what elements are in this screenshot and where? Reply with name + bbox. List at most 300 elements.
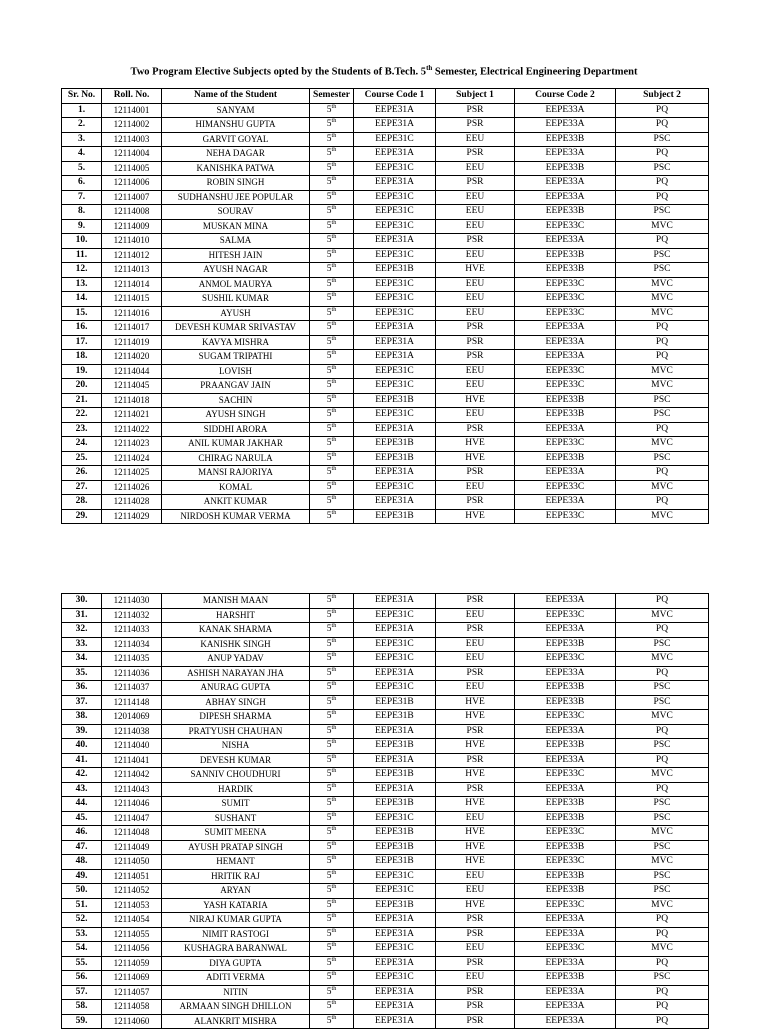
roll-no-cell: 12114002 <box>102 118 162 133</box>
student-name-cell: KANISHK SINGH <box>162 637 310 652</box>
course-code-1-cell: EEPE31A <box>354 724 436 739</box>
course-code-2-cell: EEPE33C <box>515 379 616 394</box>
table-row <box>62 811 709 826</box>
student-name-cell: ABHAY SINGH <box>162 695 310 710</box>
course-code-1-cell: EEPE31C <box>354 942 436 957</box>
semester-superscript: th <box>331 898 337 905</box>
sr-no-cell: 16. <box>62 321 102 336</box>
semester-superscript: th <box>331 869 337 876</box>
course-code-1-cell: EEPE31A <box>354 956 436 971</box>
semester-cell <box>310 321 354 336</box>
subject-2-cell: MVC <box>616 364 709 379</box>
subject-1-cell: HVE <box>436 855 515 870</box>
subject-2-cell: MVC <box>616 219 709 234</box>
course-code-1-cell: EEPE31B <box>354 855 436 870</box>
subject-2-cell: PSC <box>616 451 709 466</box>
semester-cell <box>310 855 354 870</box>
student-name-cell: AYUSH SINGH <box>162 408 310 423</box>
course-code-1-cell: EEPE31B <box>354 263 436 278</box>
course-code-2-cell: EEPE33B <box>515 681 616 696</box>
subject-2-cell: MVC <box>616 898 709 913</box>
roll-no-cell: 12114023 <box>102 437 162 452</box>
semester-superscript: th <box>331 942 337 949</box>
table-row <box>62 205 709 220</box>
semester-superscript: th <box>331 190 337 197</box>
course-code-1-cell: EEPE31A <box>354 927 436 942</box>
subject-2-cell: PSC <box>616 637 709 652</box>
semester-superscript: th <box>331 594 337 601</box>
semester-cell <box>310 898 354 913</box>
semester-cell <box>310 277 354 292</box>
semester-cell <box>310 884 354 899</box>
sr-no-cell: 22. <box>62 408 102 423</box>
semester-number: 5 <box>326 885 332 896</box>
sr-no-cell: 6. <box>62 176 102 191</box>
course-code-1-cell: EEPE31B <box>354 710 436 725</box>
subject-1-cell: HVE <box>436 695 515 710</box>
course-code-2-cell: EEPE33A <box>515 190 616 205</box>
course-code-1-cell: EEPE31C <box>354 652 436 667</box>
table-header-row <box>62 89 709 104</box>
semester-superscript: th <box>331 219 337 226</box>
sr-no-cell: 26. <box>62 466 102 481</box>
table-row <box>62 710 709 725</box>
sr-no-cell: 24. <box>62 437 102 452</box>
sr-no-cell: 44. <box>62 797 102 812</box>
table-row <box>62 335 709 350</box>
semester-superscript: th <box>331 350 337 357</box>
student-name-cell: ARMAAN SINGH DHILLON <box>162 1000 310 1015</box>
student-name-cell: ANKIT KUMAR <box>162 495 310 510</box>
course-code-1-cell: EEPE31A <box>354 782 436 797</box>
semester-cell <box>310 219 354 234</box>
semester-number: 5 <box>326 104 332 115</box>
table-row <box>62 161 709 176</box>
student-name-cell: ANIL KUMAR JAKHAR <box>162 437 310 452</box>
semester-superscript: th <box>331 161 337 168</box>
sr-no-cell: 20. <box>62 379 102 394</box>
table-row <box>62 1014 709 1029</box>
subject-2-cell: PQ <box>616 118 709 133</box>
semester-cell <box>310 176 354 191</box>
roll-no-cell: 12114053 <box>102 898 162 913</box>
subject-2-cell: PQ <box>616 234 709 249</box>
course-code-1-cell: EEPE31A <box>354 466 436 481</box>
subject-1-cell: HVE <box>436 768 515 783</box>
roll-no-cell: 12114044 <box>102 364 162 379</box>
semester-cell <box>310 393 354 408</box>
subject-2-cell: MVC <box>616 768 709 783</box>
table-row <box>62 118 709 133</box>
student-name-cell: NITIN <box>162 985 310 1000</box>
course-code-1-cell: EEPE31A <box>354 321 436 336</box>
page-title <box>0 64 768 78</box>
subject-2-cell: PQ <box>616 335 709 350</box>
course-code-1-cell: EEPE31B <box>354 509 436 524</box>
subject-2-cell: MVC <box>616 379 709 394</box>
subject-2-cell: MVC <box>616 277 709 292</box>
roll-no-cell: 12114006 <box>102 176 162 191</box>
roll-no-cell: 12114028 <box>102 495 162 510</box>
subject-1-cell: HVE <box>436 826 515 841</box>
semester-number: 5 <box>326 928 332 939</box>
semester-number: 5 <box>326 177 332 188</box>
subject-1-cell: PSR <box>436 350 515 365</box>
course-code-1-cell: EEPE31A <box>354 1014 436 1029</box>
semester-superscript: th <box>331 956 337 963</box>
semester-number: 5 <box>326 394 332 405</box>
subject-2-cell: PSC <box>616 840 709 855</box>
subject-2-cell: MVC <box>616 826 709 841</box>
semester-cell <box>310 379 354 394</box>
roll-no-cell: 12114042 <box>102 768 162 783</box>
course-code-1-cell: EEPE31C <box>354 637 436 652</box>
semester-number: 5 <box>326 1001 332 1012</box>
course-code-2-cell: EEPE33B <box>515 205 616 220</box>
subject-2-cell: PQ <box>616 594 709 609</box>
subject-2-cell: PQ <box>616 1000 709 1015</box>
roll-no-cell: 12114057 <box>102 985 162 1000</box>
subject-2-cell: PQ <box>616 623 709 638</box>
course-code-2-cell: EEPE33A <box>515 466 616 481</box>
semester-number: 5 <box>326 595 332 606</box>
semester-superscript: th <box>331 666 337 673</box>
semester-cell <box>310 292 354 307</box>
title-main: Two Program Elective Subjects opted by the Students of B.Tech. 5 <box>130 66 427 78</box>
course-code-1-cell: EEPE31C <box>354 306 436 321</box>
student-name-cell: SACHIN <box>162 393 310 408</box>
semester-number: 5 <box>326 783 332 794</box>
semester-cell <box>310 826 354 841</box>
semester-number: 5 <box>326 899 332 910</box>
table-row <box>62 623 709 638</box>
semester-cell <box>310 466 354 481</box>
table-row <box>62 971 709 986</box>
subject-2-cell: MVC <box>616 855 709 870</box>
subject-2-cell: PQ <box>616 724 709 739</box>
semester-number: 5 <box>326 133 332 144</box>
course-code-1-cell: EEPE31A <box>354 176 436 191</box>
roll-no-cell: 12114003 <box>102 132 162 147</box>
semester-superscript: th <box>331 681 337 688</box>
semester-number: 5 <box>326 496 332 507</box>
course-code-2-cell: EEPE33B <box>515 695 616 710</box>
subject-1-cell: PSR <box>436 234 515 249</box>
sr-no-cell: 37. <box>62 695 102 710</box>
sr-no-cell: 18. <box>62 350 102 365</box>
subject-1-cell: HVE <box>436 710 515 725</box>
sr-no-cell: 8. <box>62 205 102 220</box>
subject-1-cell: EEU <box>436 480 515 495</box>
roll-no-cell: 12114010 <box>102 234 162 249</box>
semester-superscript: th <box>331 379 337 386</box>
student-name-cell: HIMANSHU GUPTA <box>162 118 310 133</box>
semester-cell <box>310 840 354 855</box>
subject-2-cell: PQ <box>616 666 709 681</box>
header-course-code-1: Course Code 1 <box>354 89 436 104</box>
student-name-cell: GARVIT GOYAL <box>162 132 310 147</box>
course-code-1-cell: EEPE31A <box>354 985 436 1000</box>
semester-cell <box>310 132 354 147</box>
student-name-cell: NISHA <box>162 739 310 754</box>
student-name-cell: ARYAN <box>162 884 310 899</box>
course-code-1-cell: EEPE31A <box>354 103 436 118</box>
sr-no-cell: 12. <box>62 263 102 278</box>
semester-number: 5 <box>326 452 332 463</box>
course-code-2-cell: EEPE33B <box>515 263 616 278</box>
semester-cell <box>310 451 354 466</box>
subject-1-cell: HVE <box>436 451 515 466</box>
roll-no-cell: 12114046 <box>102 797 162 812</box>
title-superscript: th <box>426 64 433 72</box>
table-row <box>62 637 709 652</box>
subject-2-cell: PQ <box>616 985 709 1000</box>
semester-number: 5 <box>326 380 332 391</box>
sr-no-cell: 50. <box>62 884 102 899</box>
course-code-1-cell: EEPE31B <box>354 437 436 452</box>
semester-cell <box>310 1014 354 1029</box>
table-row <box>62 724 709 739</box>
table-row <box>62 666 709 681</box>
table-row <box>62 422 709 437</box>
course-code-2-cell: EEPE33B <box>515 869 616 884</box>
roll-no-cell: 12114048 <box>102 826 162 841</box>
subject-2-cell: PQ <box>616 782 709 797</box>
course-code-2-cell: EEPE33A <box>515 350 616 365</box>
course-code-1-cell: EEPE31C <box>354 480 436 495</box>
subject-1-cell: PSR <box>436 422 515 437</box>
semester-cell <box>310 147 354 162</box>
semester-superscript: th <box>331 840 337 847</box>
subject-1-cell: EEU <box>436 277 515 292</box>
semester-number: 5 <box>326 769 332 780</box>
semester-superscript: th <box>331 147 337 154</box>
table-row <box>62 898 709 913</box>
semester-superscript: th <box>331 884 337 891</box>
roll-no-cell: 12114024 <box>102 451 162 466</box>
subject-2-cell: PQ <box>616 321 709 336</box>
course-code-1-cell: EEPE31C <box>354 161 436 176</box>
course-code-2-cell: EEPE33A <box>515 913 616 928</box>
subject-1-cell: EEU <box>436 219 515 234</box>
sr-no-cell: 54. <box>62 942 102 957</box>
table-row <box>62 884 709 899</box>
student-name-cell: ADITI VERMA <box>162 971 310 986</box>
student-name-cell: ANURAG GUPTA <box>162 681 310 696</box>
semester-cell <box>310 118 354 133</box>
student-name-cell: LOVISH <box>162 364 310 379</box>
table-row <box>62 753 709 768</box>
sr-no-cell: 35. <box>62 666 102 681</box>
subject-2-cell: MVC <box>616 608 709 623</box>
subject-1-cell: HVE <box>436 393 515 408</box>
student-name-cell: SIDDHI ARORA <box>162 422 310 437</box>
roll-no-cell: 12114038 <box>102 724 162 739</box>
semester-cell <box>310 739 354 754</box>
sr-no-cell: 9. <box>62 219 102 234</box>
semester-number: 5 <box>326 481 332 492</box>
course-code-2-cell: EEPE33A <box>515 495 616 510</box>
sr-no-cell: 11. <box>62 248 102 263</box>
subject-1-cell: PSR <box>436 623 515 638</box>
semester-number: 5 <box>326 467 332 478</box>
semester-cell <box>310 350 354 365</box>
table-row <box>62 826 709 841</box>
semester-cell <box>310 695 354 710</box>
semester-cell <box>310 306 354 321</box>
course-code-2-cell: EEPE33A <box>515 724 616 739</box>
course-code-2-cell: EEPE33C <box>515 219 616 234</box>
semester-number: 5 <box>326 409 332 420</box>
sr-no-cell: 13. <box>62 277 102 292</box>
subject-2-cell: PSC <box>616 205 709 220</box>
table-row <box>62 480 709 495</box>
student-name-cell: SUMIT <box>162 797 310 812</box>
course-code-1-cell: EEPE31B <box>354 695 436 710</box>
semester-number: 5 <box>326 696 332 707</box>
table-row <box>62 681 709 696</box>
course-code-2-cell: EEPE33A <box>515 985 616 1000</box>
subject-2-cell: PQ <box>616 147 709 162</box>
student-name-cell: NEHA DAGAR <box>162 147 310 162</box>
subject-1-cell: PSR <box>436 985 515 1000</box>
sr-no-cell: 56. <box>62 971 102 986</box>
semester-number: 5 <box>326 351 332 362</box>
course-code-1-cell: EEPE31C <box>354 379 436 394</box>
student-name-cell: ASHISH NARAYAN JHA <box>162 666 310 681</box>
roll-no-cell: 12114018 <box>102 393 162 408</box>
course-code-1-cell: EEPE31B <box>354 393 436 408</box>
subject-1-cell: PSR <box>436 594 515 609</box>
subject-1-cell: HVE <box>436 739 515 754</box>
semester-number: 5 <box>326 667 332 678</box>
sr-no-cell: 57. <box>62 985 102 1000</box>
semester-number: 5 <box>326 1015 332 1026</box>
student-name-cell: NIMIT RASTOGI <box>162 927 310 942</box>
semester-number: 5 <box>326 235 332 246</box>
roll-no-cell: 12114056 <box>102 942 162 957</box>
course-code-1-cell: EEPE31C <box>354 219 436 234</box>
sr-no-cell: 5. <box>62 161 102 176</box>
course-code-1-cell: EEPE31C <box>354 608 436 623</box>
course-code-2-cell: EEPE33C <box>515 364 616 379</box>
semester-number: 5 <box>326 293 332 304</box>
course-code-1-cell: EEPE31C <box>354 292 436 307</box>
course-code-1-cell: EEPE31A <box>354 147 436 162</box>
student-name-cell: YASH KATARIA <box>162 898 310 913</box>
course-code-2-cell: EEPE33A <box>515 594 616 609</box>
semester-number: 5 <box>326 856 332 867</box>
subject-1-cell: EEU <box>436 869 515 884</box>
course-code-1-cell: EEPE31C <box>354 190 436 205</box>
sr-no-cell: 19. <box>62 364 102 379</box>
subject-2-cell: PSC <box>616 263 709 278</box>
roll-no-cell: 12114041 <box>102 753 162 768</box>
semester-superscript: th <box>331 623 337 630</box>
roll-no-cell: 12114148 <box>102 695 162 710</box>
roll-no-cell: 12114049 <box>102 840 162 855</box>
semester-cell <box>310 364 354 379</box>
roll-no-cell: 12114055 <box>102 927 162 942</box>
student-name-cell: NIRAJ KUMAR GUPTA <box>162 913 310 928</box>
semester-superscript: th <box>331 205 337 212</box>
semester-superscript: th <box>331 724 337 731</box>
course-code-2-cell: EEPE33A <box>515 1014 616 1029</box>
semester-superscript: th <box>331 1014 337 1021</box>
subject-1-cell: EEU <box>436 884 515 899</box>
semester-number: 5 <box>326 798 332 809</box>
roll-no-cell: 12114016 <box>102 306 162 321</box>
course-code-1-cell: EEPE31A <box>354 350 436 365</box>
course-code-2-cell: EEPE33C <box>515 437 616 452</box>
table-row <box>62 509 709 524</box>
student-name-cell: KANAK SHARMA <box>162 623 310 638</box>
header-sr-no: Sr. No. <box>62 89 102 104</box>
semester-superscript: th <box>331 710 337 717</box>
roll-no-cell: 12114036 <box>102 666 162 681</box>
roll-no-cell: 12114058 <box>102 1000 162 1015</box>
table-row <box>62 408 709 423</box>
course-code-2-cell: EEPE33C <box>515 652 616 667</box>
sr-no-cell: 52. <box>62 913 102 928</box>
student-name-cell: AYUSH NAGAR <box>162 263 310 278</box>
subject-1-cell: PSR <box>436 724 515 739</box>
semester-number: 5 <box>326 711 332 722</box>
course-code-2-cell: EEPE33B <box>515 884 616 899</box>
sr-no-cell: 10. <box>62 234 102 249</box>
semester-superscript: th <box>331 118 337 125</box>
subject-1-cell: PSR <box>436 913 515 928</box>
subject-2-cell: MVC <box>616 509 709 524</box>
table-row <box>62 277 709 292</box>
semester-number: 5 <box>326 191 332 202</box>
semester-superscript: th <box>331 797 337 804</box>
roll-no-cell: 12114015 <box>102 292 162 307</box>
semester-superscript: th <box>331 132 337 139</box>
course-code-1-cell: EEPE31C <box>354 277 436 292</box>
subject-2-cell: PQ <box>616 466 709 481</box>
semester-cell <box>310 422 354 437</box>
roll-no-cell: 12114052 <box>102 884 162 899</box>
semester-cell <box>310 234 354 249</box>
subject-1-cell: EEU <box>436 637 515 652</box>
course-code-2-cell: EEPE33B <box>515 132 616 147</box>
sr-no-cell: 32. <box>62 623 102 638</box>
table-row <box>62 103 709 118</box>
semester-superscript: th <box>331 248 337 255</box>
table-row <box>62 739 709 754</box>
course-code-1-cell: EEPE31C <box>354 971 436 986</box>
course-code-2-cell: EEPE33B <box>515 248 616 263</box>
semester-superscript: th <box>331 495 337 502</box>
semester-superscript: th <box>331 855 337 862</box>
subject-1-cell: HVE <box>436 437 515 452</box>
semester-number: 5 <box>326 986 332 997</box>
roll-no-cell: 12114013 <box>102 263 162 278</box>
table-row <box>62 695 709 710</box>
roll-no-cell: 12114019 <box>102 335 162 350</box>
course-code-1-cell: EEPE31B <box>354 768 436 783</box>
roll-no-cell: 12114033 <box>102 623 162 638</box>
semester-cell <box>310 985 354 1000</box>
student-name-cell: KAVYA MISHRA <box>162 335 310 350</box>
course-code-2-cell: EEPE33A <box>515 666 616 681</box>
roll-no-cell: 12114040 <box>102 739 162 754</box>
semester-number: 5 <box>326 841 332 852</box>
course-code-2-cell: EEPE33A <box>515 753 616 768</box>
roll-no-cell: 12114037 <box>102 681 162 696</box>
course-code-2-cell: EEPE33B <box>515 971 616 986</box>
